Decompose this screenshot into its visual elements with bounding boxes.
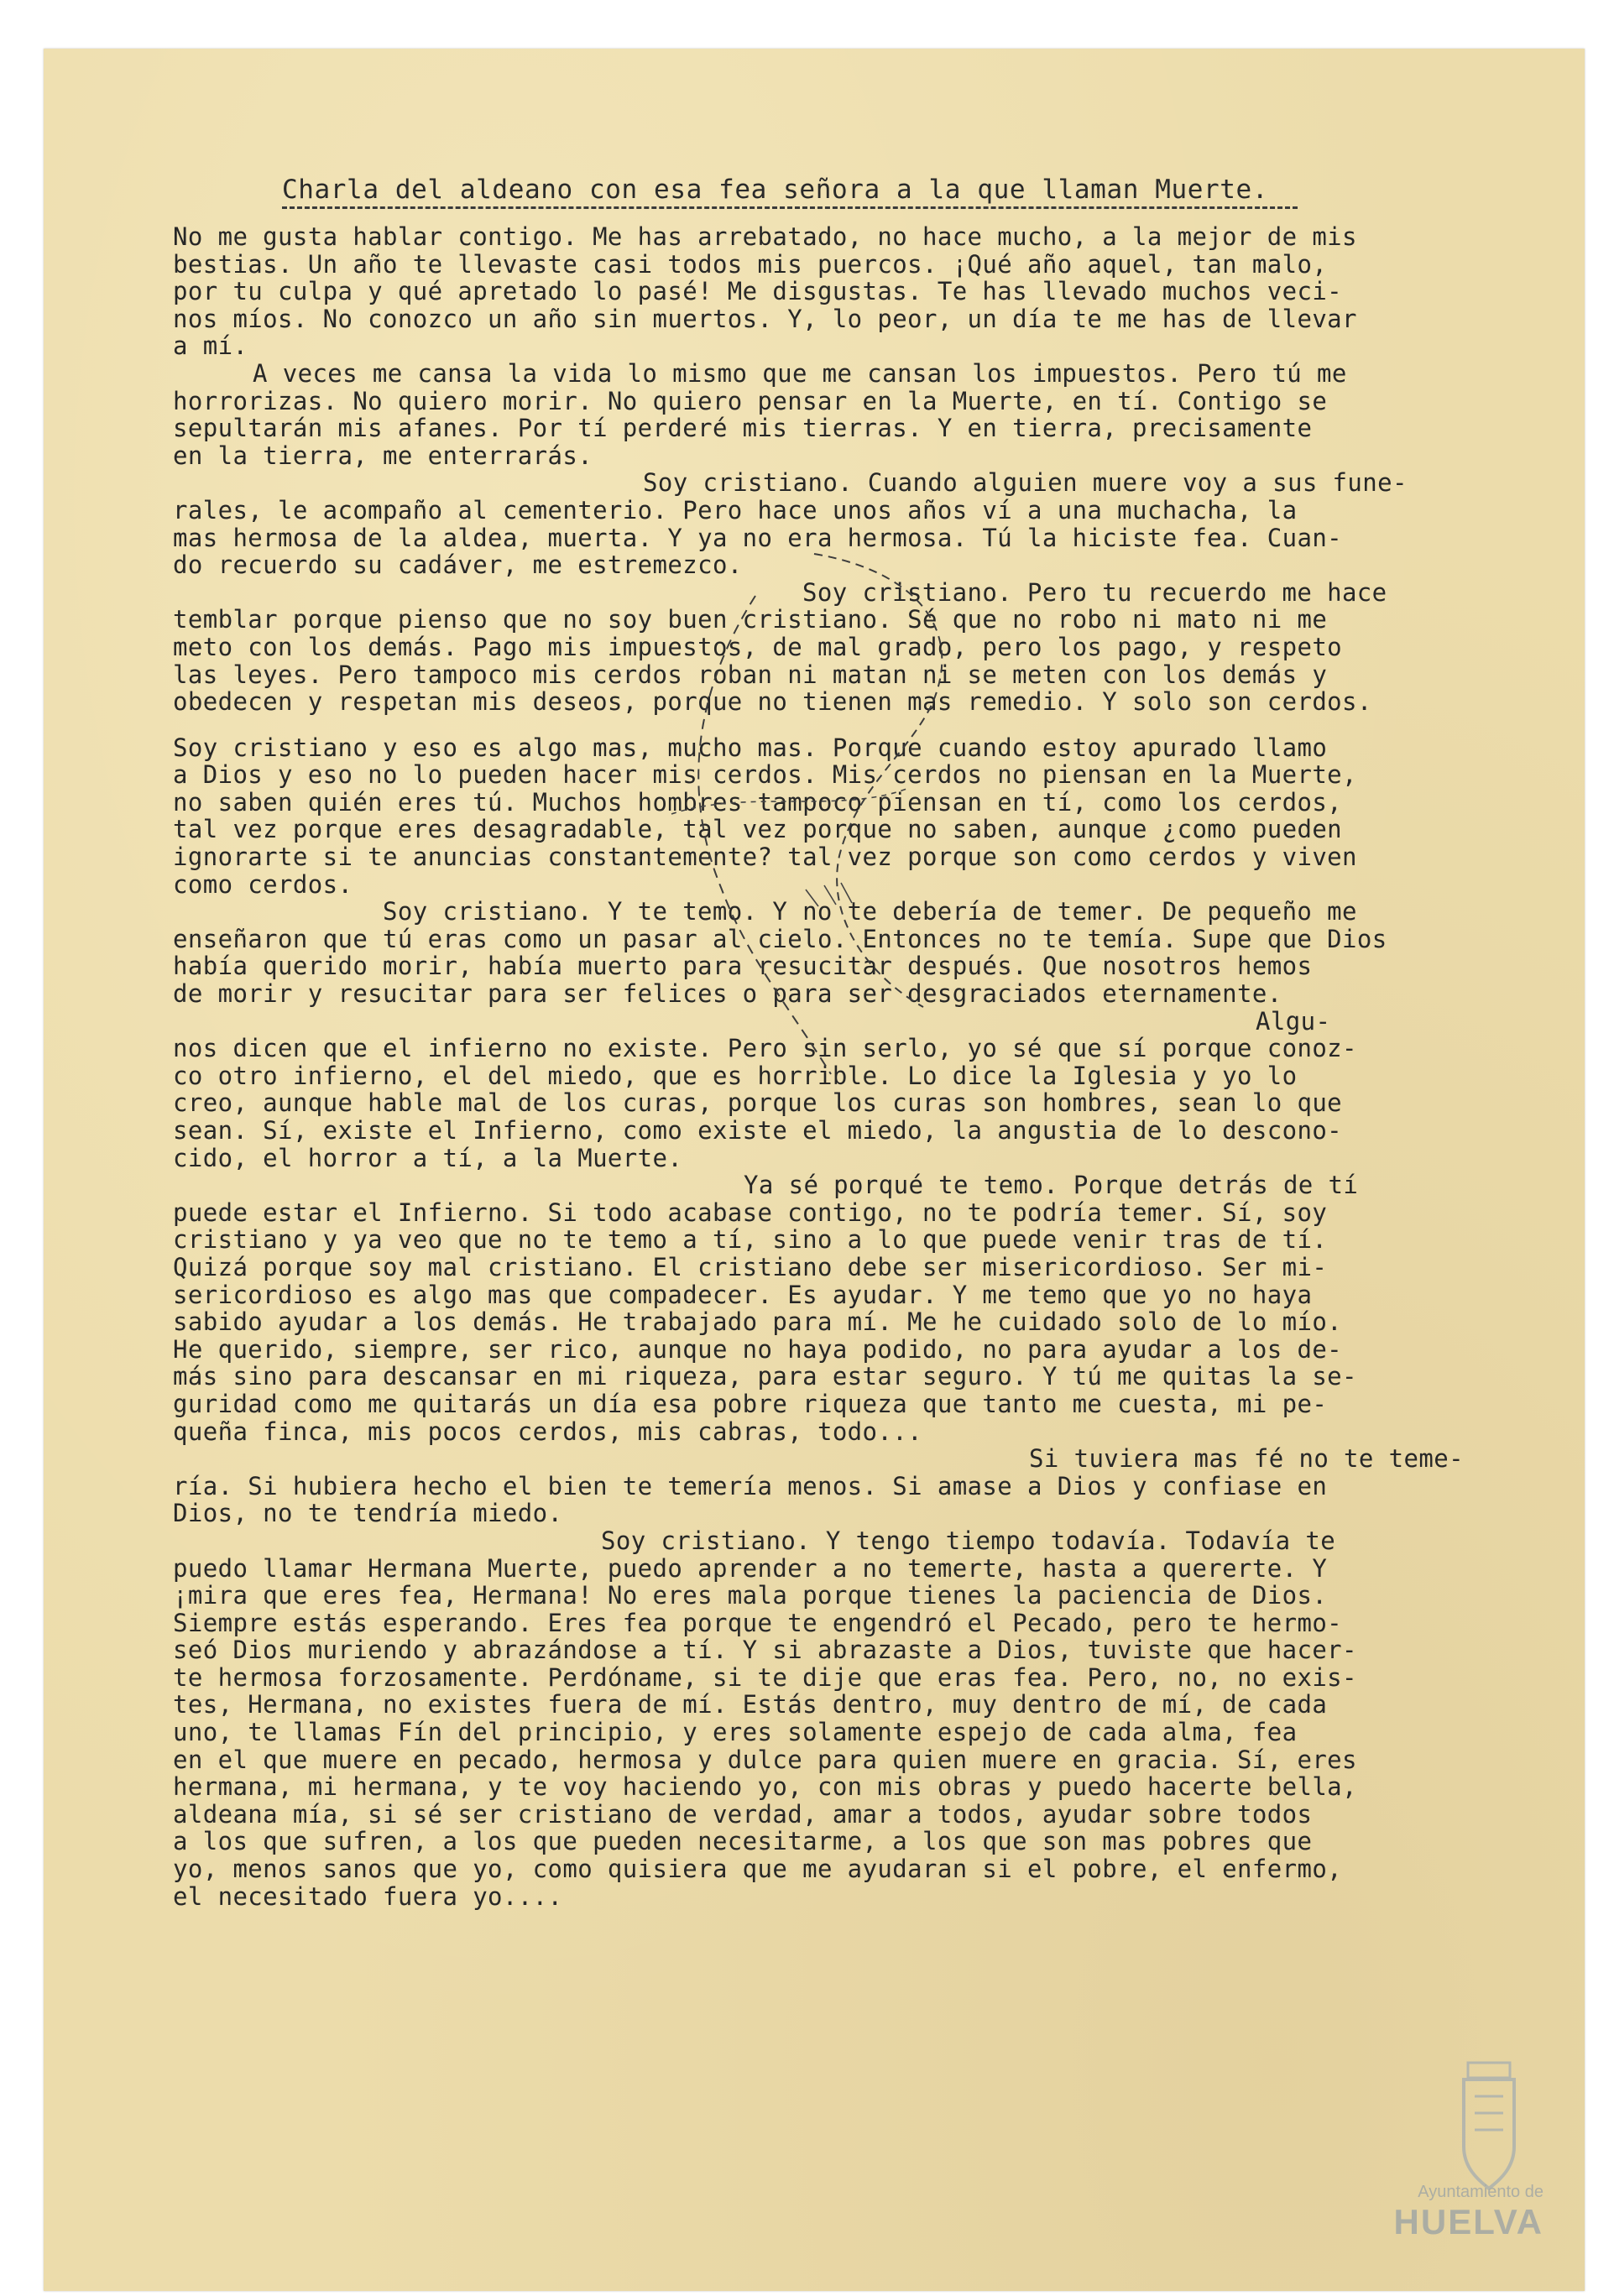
municipal-seal bbox=[1359, 2046, 1543, 2247]
text-line: ignorarte si te anuncias constantemente? tal vez porque son como cerdos y viven bbox=[173, 843, 1357, 872]
text-line: Si tuviera mas fé no te teme- bbox=[1029, 1444, 1464, 1474]
text-line: sepultarán mis afanes. Por tí perderé mis tierras. Y en tierra, precisamente bbox=[173, 414, 1313, 443]
text-line: creo, aunque hable mal de los curas, porque los curas son hombres, sean lo que bbox=[173, 1088, 1343, 1118]
text-line: tes, Hermana, no existes fuera de mí. Estás dentro, muy dentro de mí, de cada bbox=[173, 1690, 1328, 1719]
text-line: He querido, siempre, ser rico, aunque no haya podido, no para ayudar a los de- bbox=[173, 1334, 1343, 1364]
text-line: Siempre estás esperando. Eres fea porque te engendró el Pecado, pero te hermo- bbox=[173, 1608, 1343, 1637]
title-underline bbox=[282, 206, 1298, 209]
text-line: como cerdos. bbox=[173, 869, 353, 899]
text-line: tal vez porque eres desagradable, tal vez porque no saben, aunque ¿como pueden bbox=[173, 815, 1343, 844]
document-body bbox=[173, 223, 1499, 1910]
text-line: te hermosa forzosamente. Perdóname, si te dije que eras fea. Pero, no, no exis- bbox=[173, 1662, 1357, 1692]
text-line: de morir y resucitar para ser felices o para ser desgraciados eternamente. bbox=[173, 979, 1282, 1009]
text-line: Ya sé porqué te temo. Porque detrás de tí bbox=[744, 1171, 1359, 1200]
text-line: nos míos. No conozco un año sin muertos. Y, lo peor, un día te me has de llevar bbox=[173, 304, 1357, 333]
text-line: temblar porque pienso que no soy buen cristiano. Sé que no robo ni mato ni me bbox=[173, 605, 1328, 634]
text-line: sericordioso es algo mas que compadecer. Es ayudar. Y me temo que yo no haya bbox=[173, 1280, 1313, 1309]
text-line: cido, el horror a tí, a la Muerte. bbox=[173, 1143, 683, 1172]
text-line: más sino para descansar en mi riqueza, para estar seguro. Y tú me quitas la se- bbox=[173, 1362, 1357, 1391]
text-line: a mí. bbox=[173, 331, 248, 361]
text-line: puede estar el Infierno. Si todo acabase contigo, no te podría temer. Sí, soy bbox=[173, 1198, 1328, 1227]
text-line: en la tierra, me enterrarás. bbox=[173, 441, 593, 470]
text-line: ría. Si hubiera hecho el bien te temería menos. Si amase a Dios y confiase en bbox=[173, 1471, 1328, 1500]
text-line: nos dicen que el infierno no existe. Pero sin serlo, yo sé que sí porque conoz- bbox=[173, 1034, 1357, 1063]
text-line: bestias. Un año te llevaste casi todos mis puercos. ¡Qué año aquel, tan malo, bbox=[173, 249, 1328, 279]
text-line: Quizá porque soy mal cristiano. El cristiano debe ser misericordioso. Ser mi- bbox=[173, 1252, 1328, 1281]
text-line: uno, te llamas Fín del principio, y eres solamente espejo de cada alma, fea bbox=[173, 1718, 1298, 1747]
text-line: queña finca, mis pocos cerdos, mis cabras, todo... bbox=[173, 1417, 922, 1446]
text-line: Soy cristiano. Cuando alguien muere voy a sus fune- bbox=[643, 468, 1408, 498]
text-line: las leyes. Pero tampoco mis cerdos roban ni matan ni se meten con los demás y bbox=[173, 660, 1328, 689]
text-line: Soy cristiano. Pero tu recuerdo me hace bbox=[802, 577, 1387, 607]
text-line: no saben quién eres tú. Muchos hombres tampoco piensan en tí, como los cerdos, bbox=[173, 787, 1343, 817]
text-line: co otro infierno, el del miedo, que es horrible. Lo dice la Iglesia y yo lo bbox=[173, 1061, 1298, 1090]
text-line: meto con los demás. Pago mis impuestos, de mal grado, pero los pago, y respeto bbox=[173, 632, 1343, 661]
text-line: Soy cristiano. Y te temo. Y no te debería de temer. De pequeño me bbox=[383, 897, 1357, 926]
text-line: sabido ayudar a los demás. He trabajado para mí. Me he cuidado solo de lo mío. bbox=[173, 1307, 1343, 1337]
text-line: a Dios y eso no lo pueden hacer mis cerdos. Mis cerdos no piensan en la Muerte, bbox=[173, 760, 1357, 790]
text-line: Soy cristiano. Y tengo tiempo todavía. Todavía te bbox=[601, 1526, 1336, 1555]
text-line: puedo llamar Hermana Muerte, puedo aprender a no temerte, hasta a quererte. Y bbox=[173, 1553, 1328, 1583]
seal-line-2: HUELVA bbox=[1393, 2202, 1543, 2241]
text-line: mas hermosa de la aldea, muerta. Y ya no era hermosa. Tú la hiciste fea. Cuan- bbox=[173, 523, 1343, 552]
text-line: Dios, no te tendría miedo. bbox=[173, 1499, 563, 1528]
text-line: había querido morir, había muerto para resucitar después. Que nosotros hemos bbox=[173, 952, 1313, 981]
text-line: seó Dios muriendo y abrazándose a tí. Y si abrazaste a Dios, tuviste que hacer- bbox=[173, 1636, 1357, 1665]
text-line: obedecen y respetan mis deseos, porque no tienen mas remedio. Y solo son cerdos. bbox=[173, 687, 1372, 717]
text-line: por tu culpa y qué apretado lo pasé! Me disgustas. Te has llevado muchos veci- bbox=[173, 277, 1343, 306]
text-line: cristiano y ya veo que no te temo a tí, sino a lo que puede venir tras de tí. bbox=[173, 1225, 1328, 1255]
text-line: hermana, mi hermana, y te voy haciendo yo, con mis obras y puedo hacerte bella, bbox=[173, 1772, 1357, 1802]
document-title: Charla del aldeano con esa fea señora a la que llaman Muerte. bbox=[282, 175, 1269, 205]
text-line: Algu- bbox=[1256, 1006, 1331, 1036]
text-line: No me gusta hablar contigo. Me has arrebatado, no hace mucho, a la mejor de mis bbox=[173, 222, 1357, 251]
text-line: yo, menos sanos que yo, como quisiera que me ayudaran si el pobre, el enfermo, bbox=[173, 1855, 1343, 1884]
text-line: A veces me cansa la vida lo mismo que me cansan los impuestos. Pero tú me bbox=[253, 358, 1347, 388]
text-line: Soy cristiano y eso es algo mas, mucho mas. Porque cuando estoy apurado llamo bbox=[173, 733, 1328, 762]
seal-line-1: Ayuntamiento de bbox=[1418, 2183, 1543, 2201]
text-line: a los que sufren, a los que pueden necesitarme, a los que son mas pobres que bbox=[173, 1827, 1313, 1856]
text-line: sean. Sí, existe el Infierno, como existe el miedo, la angustia de lo descono- bbox=[173, 1116, 1343, 1145]
text-line: do recuerdo su cadáver, me estremezco. bbox=[173, 551, 743, 580]
text-line: aldeana mía, si sé ser cristiano de verdad, amar a todos, ayudar sobre todos bbox=[173, 1799, 1313, 1829]
text-line: el necesitado fuera yo.... bbox=[173, 1881, 563, 1911]
text-line: rales, le acompaño al cementerio. Pero hace unos años ví a una muchacha, la bbox=[173, 495, 1298, 524]
text-line: horrorizas. No quiero morir. No quiero pensar en la Muerte, en tí. Contigo se bbox=[173, 386, 1328, 415]
text-line: guridad como me quitarás un día esa pobre riqueza que tanto me cuesta, mi pe- bbox=[173, 1389, 1328, 1418]
text-line: enseñaron que tú eras como un pasar al cielo. Entonces no te temía. Supe que Dios bbox=[173, 924, 1387, 953]
text-line: en el que muere en pecado, hermosa y dulce para quien muere en gracia. Sí, eres bbox=[173, 1745, 1357, 1774]
text-line: ¡mira que eres fea, Hermana! No eres mala porque tienes la paciencia de Dios. bbox=[173, 1581, 1328, 1610]
